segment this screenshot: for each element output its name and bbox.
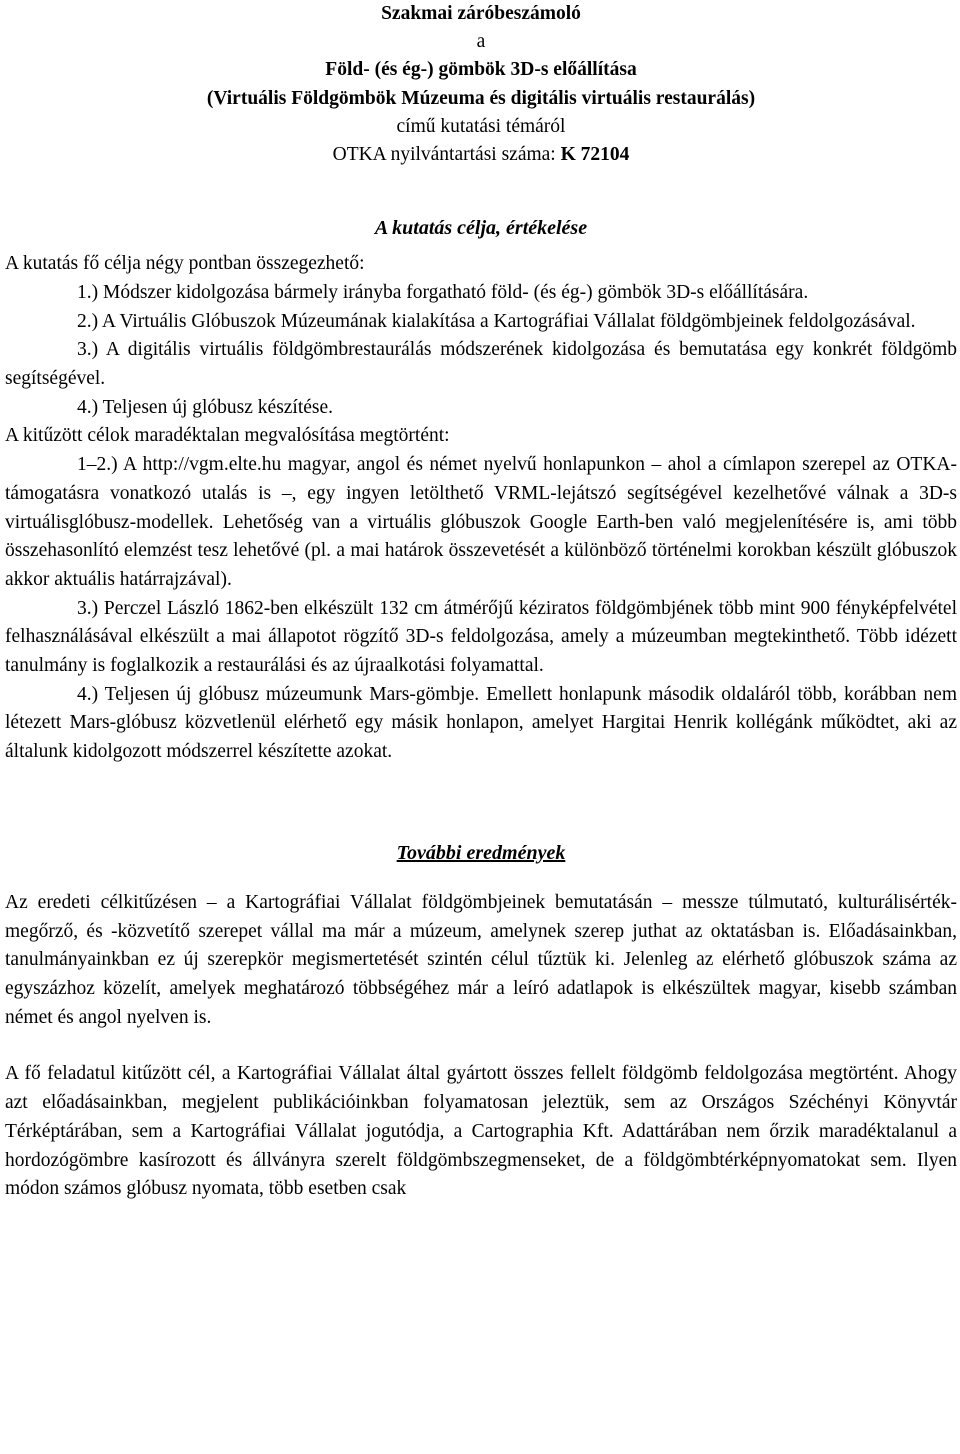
otka-registration bbox=[5, 141, 957, 169]
title-block bbox=[5, 0, 957, 169]
section-heading-further-results: További eredmények bbox=[396, 841, 566, 864]
otka-label: OTKA nyilvántartási száma: bbox=[332, 144, 561, 166]
goals-intro: A kutatás fő célja négy pontban összegezhető: bbox=[5, 253, 365, 275]
result-3: 3.) Perczel László 1862-ben elkészült 132 cm átmérőjű kéziratos földgömbjének több mint 900 fényképfelvétel felhasználásával elkészült a mai állapotot rögzítő 3D-s feldolgozása, amely a múzeumban megtekinthető. Több idézett tanulmány is foglalkozik a restaurálási és az újraalkotási folyamattal. bbox=[5, 597, 957, 677]
report-title: Szakmai záróbeszámoló bbox=[381, 3, 581, 24]
title-caption: című kutatási témáról bbox=[396, 115, 566, 137]
further-results-paragraph-1: Az eredeti célkitűzésen – a Kartográfiai Vállalat földgömbjeinek bemutatásán – messze túlmutató, kulturálisérték-megőrző, és -közvetítő szerepet vállal ma már a múzeum, amelynek szerep juthat az oktatásban is. Előadásainkban, tanulmányainkban ez új szerepkör megismertetését szintén célul tűztük ki. Jelenleg az elérhető glóbuszok száma az egyszázhoz közelít, amelyek meghatározó többségéhez már a leíró adatlapok is elkészültek magyar, kisebb számban német és angol nyelven is. bbox=[5, 891, 957, 1028]
project-title: Föld- (és ég-) gömbök 3D-s előállítása bbox=[325, 59, 637, 81]
section-goals-body bbox=[5, 250, 957, 767]
section-heading-goals: A kutatás célja, értékelése bbox=[374, 217, 588, 240]
title-connector: a bbox=[476, 31, 486, 53]
document-page bbox=[5, 0, 957, 1204]
project-subtitle: (Virtuális Földgömbök Múzeuma és digitális virtuális restaurálás) bbox=[206, 87, 756, 109]
goals-achieved: A kitűzött célok maradéktalan megvalósítása megtörtént: bbox=[5, 425, 450, 447]
section-further-results-body bbox=[5, 889, 957, 1204]
otka-number: K 72104 bbox=[560, 144, 630, 166]
result-1-2: 1–2.) A http://vgm.elte.hu magyar, angol és német nyelvű honlapunkon – ahol a címlapon szerepel az OTKA-támogatásra vonatkozó utalás is –, egy ingyen letölthető VRML-lejátszó segítségével kezelhetővé válnak a 3D-s virtuálisglóbusz-modellek. Lehetőség van a virtuális glóbuszok Google Earth-ben való megjelenítésére is, ami több összehasonlító elemzést tesz lehetővé (pl. a mai határok összevetését a különböző történelmi korokban készült glóbuszok akkor aktuális határrajzával). bbox=[5, 454, 957, 590]
goal-item-1: 1.) Módszer kidolgozása bármely irányba forgatható föld- (és ég-) gömbök 3D-s előállítására. bbox=[77, 281, 809, 303]
further-results-paragraph-2: A fő feladatul kitűzött cél, a Kartográfiai Vállalat által gyártott összes fellelt földgömb feldolgozása megtörtént. Ahogy azt előadásainkban, megjelent publikációinkban folyamatosan jeleztük, sem az Országos Széchényi Könyvtár Térképtárában, sem a Kartográfiai Vállalat jogutódja, a Cartographia Kft. Adattárában nem őrzik maradéktalanul a hordozógömbre kasírozott és állványra szerelt földgömbszegmenseket, de a földgömbtérképnyomatokat sem. Ilyen módon számos glóbusz nyomata, több esetben csak bbox=[5, 1063, 957, 1200]
goal-item-3: 3.) A digitális virtuális földgömbrestaurálás módszerének kidolgozása és bemutatása egy konkrét földgömb segítségével. bbox=[5, 339, 957, 390]
result-4: 4.) Teljesen új glóbusz múzeumunk Mars-gömbje. Emellett honlapunk második oldaláról több, korábban nem létezett Mars-glóbusz közvetlenül elérhető egy másik honlapon, amelyet Hargitai Henrik kollégánk működtet, aki az általunk kidolgozott módszerrel készítette azokat. bbox=[5, 683, 957, 763]
goal-item-2: 2.) A Virtuális Glóbuszok Múzeumának kialakítása a Kartográfiai Vállalat földgömbjeinek feldolgozásával. bbox=[77, 310, 916, 332]
goal-item-4: 4.) Teljesen új glóbusz készítése. bbox=[77, 396, 334, 418]
